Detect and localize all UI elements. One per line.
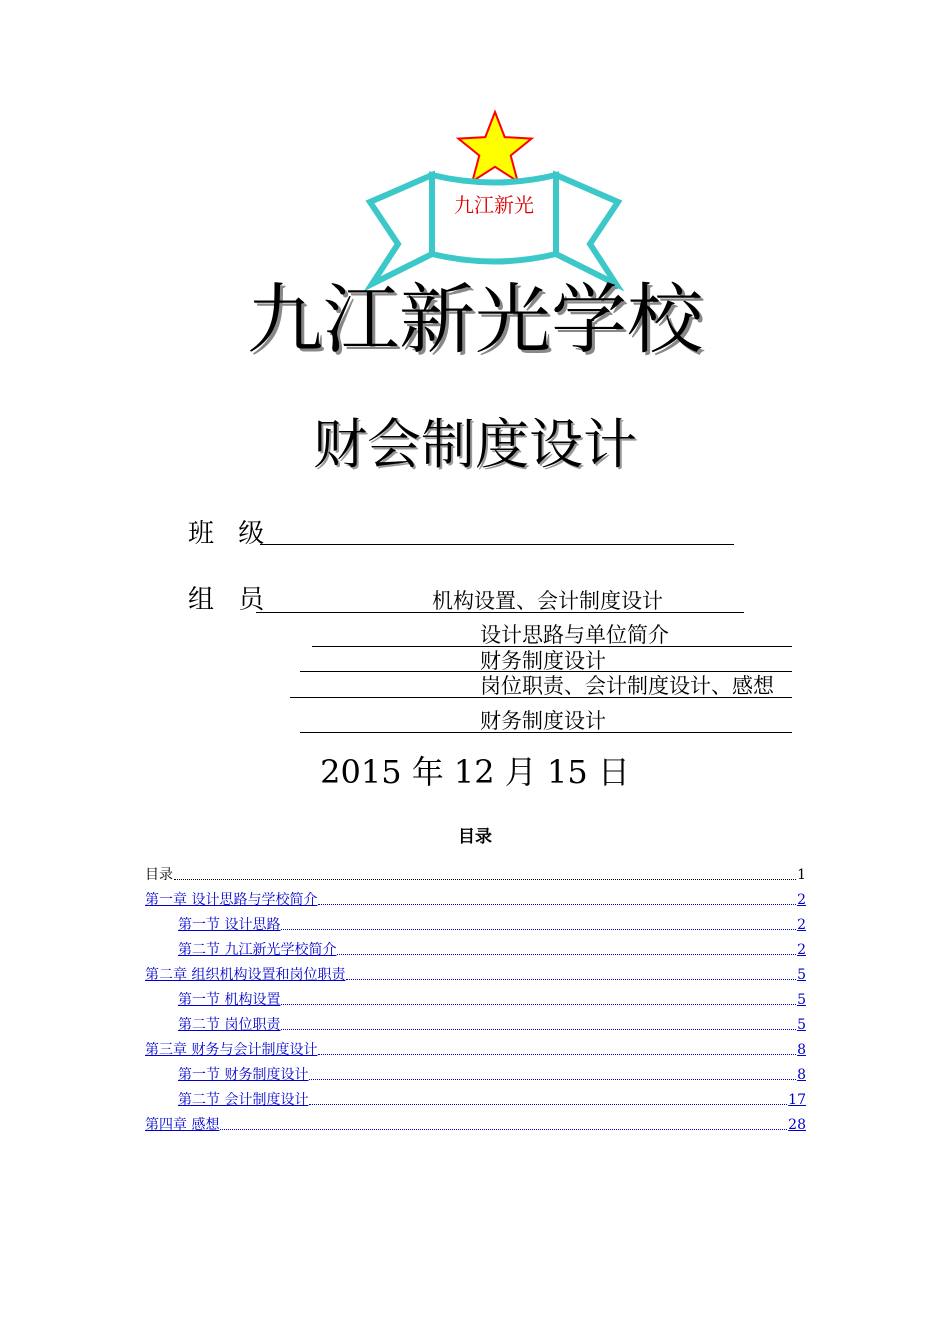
toc-entry-page: 1	[797, 867, 806, 883]
members-label: 组 员	[188, 585, 273, 615]
toc-entry-page: 8	[797, 1042, 806, 1058]
member-line-2	[312, 622, 792, 647]
class-field[interactable]	[260, 520, 734, 545]
toc-entry-title: 第一节 设计思路	[178, 917, 281, 933]
member-line-4	[290, 673, 792, 698]
toc-entry-title: 第一章 设计思路与学校简介	[145, 892, 318, 908]
class-label: 班 级	[188, 519, 273, 549]
toc-entry-title: 第三章 财务与会计制度设计	[145, 1042, 318, 1058]
toc-entry-title: 第一节 机构设置	[178, 992, 281, 1008]
member-line-3	[300, 648, 792, 672]
star-icon	[458, 112, 531, 181]
member-role: 设计思路与单位简介	[480, 623, 669, 647]
ribbon-banner	[370, 175, 618, 284]
toc-entry	[145, 862, 806, 884]
toc-entry[interactable]	[178, 1087, 806, 1109]
member-role: 机构设置、会计制度设计	[432, 589, 663, 613]
toc-entry[interactable]	[178, 1062, 806, 1084]
logo-ribbon-text: 九江新光	[454, 193, 534, 217]
toc-entry[interactable]	[145, 887, 806, 909]
toc-entry[interactable]	[145, 1112, 806, 1134]
toc-entry-title: 第二节 岗位职责	[178, 1017, 281, 1033]
member-line-5	[300, 707, 792, 733]
toc-entry[interactable]	[178, 987, 806, 1009]
document-title: 财会制度设计	[313, 413, 637, 476]
toc-entry-page: 2	[797, 942, 806, 958]
school-title: 九江新光学校	[247, 275, 703, 364]
toc-entry-page: 17	[788, 1092, 806, 1108]
toc-entry-page: 5	[797, 967, 806, 983]
toc-entry-title: 第一节 财务制度设计	[178, 1067, 309, 1083]
toc-entry-page: 5	[797, 992, 806, 1008]
member-line-1	[256, 586, 744, 613]
toc-entry[interactable]	[178, 1012, 806, 1034]
toc-entry-page: 2	[797, 917, 806, 933]
toc-entry[interactable]	[178, 937, 806, 959]
toc-entry-page: 2	[797, 892, 806, 908]
member-role: 岗位职责、会计制度设计、感想	[480, 674, 774, 698]
toc-entry[interactable]	[145, 1037, 806, 1059]
toc-entry[interactable]	[178, 912, 806, 934]
member-role: 财务制度设计	[480, 709, 606, 733]
member-role: 财务制度设计	[480, 649, 606, 673]
toc-heading: 目录	[458, 827, 492, 847]
toc-entry-page: 28	[788, 1117, 806, 1133]
toc-entry-page: 5	[797, 1017, 806, 1033]
toc-entry[interactable]	[145, 962, 806, 984]
toc-entry-title: 目录	[145, 867, 173, 883]
toc-entry-title: 第二节 九江新光学校简介	[178, 942, 337, 958]
toc-entry-page: 8	[797, 1067, 806, 1083]
toc-entry-title: 第二节 会计制度设计	[178, 1092, 309, 1108]
document-date: 2015 年 12 月 15 日	[320, 753, 630, 791]
toc-entry-title: 第二章 组织机构设置和岗位职责	[145, 967, 346, 983]
toc-entry-title: 第四章 感想	[145, 1117, 220, 1133]
